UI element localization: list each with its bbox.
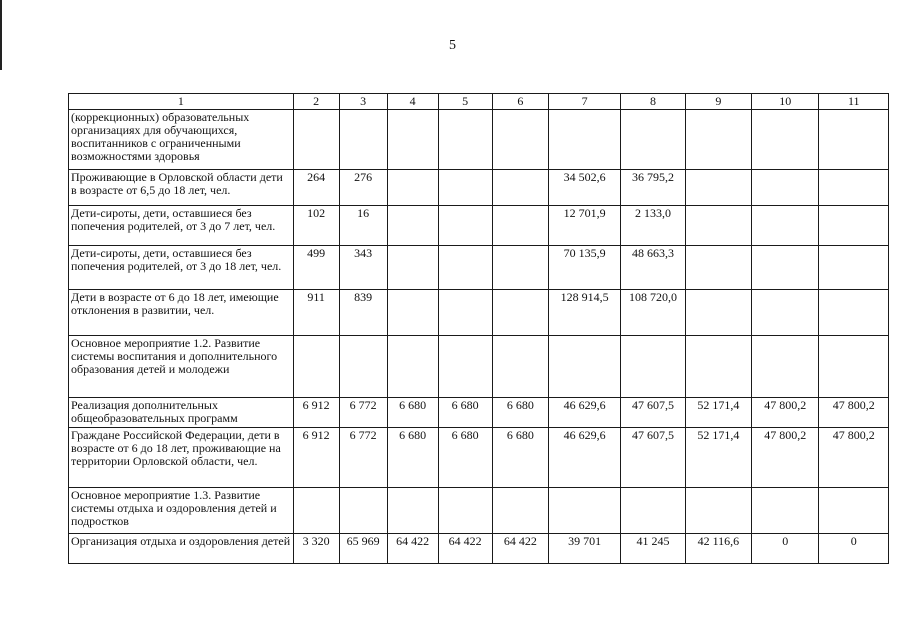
table-cell: 47 607,5 [621, 428, 685, 488]
table-cell [685, 488, 751, 534]
row-label: Реализация дополнительных общеобразовательных программ [69, 398, 294, 428]
table-cell: 0 [752, 534, 819, 564]
table-cell: 64 422 [387, 534, 438, 564]
table-cell: 64 422 [438, 534, 492, 564]
table-header-row [69, 94, 889, 110]
table-cell [293, 110, 339, 170]
row-label: Дети в возрасте от 6 до 18 лет, имеющие отклонения в развитии, чел. [69, 290, 294, 336]
table-cell [819, 290, 889, 336]
table-cell: 16 [339, 206, 387, 246]
table-cell: 0 [819, 534, 889, 564]
table-cell [685, 110, 751, 170]
table-cell: 911 [293, 290, 339, 336]
table-cell [492, 488, 548, 534]
table-cell: 64 422 [492, 534, 548, 564]
table-cell: 46 629,6 [548, 398, 621, 428]
table-cell [752, 488, 819, 534]
table-cell: 47 800,2 [819, 398, 889, 428]
table-row [69, 110, 889, 170]
table-cell: 6 680 [387, 428, 438, 488]
table-cell [293, 488, 339, 534]
table-cell [819, 336, 889, 398]
column-header: 7 [548, 94, 621, 110]
table-cell [387, 290, 438, 336]
table-cell: 47 800,2 [752, 428, 819, 488]
table-cell [492, 110, 548, 170]
table-cell [819, 246, 889, 290]
table-cell: 6 912 [293, 398, 339, 428]
table-cell: 264 [293, 170, 339, 206]
row-label: Основное мероприятие 1.2. Развитие системы воспитания и дополнительного образования детей и молодежи [69, 336, 294, 398]
table-cell [293, 336, 339, 398]
row-label: Основное мероприятие 1.3. Развитие системы отдыха и оздоровления детей и подростков [69, 488, 294, 534]
table-cell: 3 320 [293, 534, 339, 564]
table-row [69, 534, 889, 564]
table-cell [387, 206, 438, 246]
column-header: 11 [819, 94, 889, 110]
row-label: (коррекционных) образовательных организациях для обучающихся, воспитанников с ограниченными возможностями здоровья [69, 110, 294, 170]
table-cell [819, 488, 889, 534]
table-row [69, 290, 889, 336]
column-header: 4 [387, 94, 438, 110]
table-cell [339, 110, 387, 170]
table-cell [685, 246, 751, 290]
table-cell: 499 [293, 246, 339, 290]
table-cell: 6 772 [339, 428, 387, 488]
table-cell [387, 170, 438, 206]
table-cell [438, 488, 492, 534]
table-cell [621, 336, 685, 398]
table-cell [819, 170, 889, 206]
table-cell [685, 336, 751, 398]
table-cell [621, 488, 685, 534]
table-cell: 276 [339, 170, 387, 206]
table-cell [492, 246, 548, 290]
table-cell [438, 336, 492, 398]
table-cell: 47 800,2 [752, 398, 819, 428]
table-cell: 102 [293, 206, 339, 246]
table-cell: 46 629,6 [548, 428, 621, 488]
table-cell [548, 110, 621, 170]
table-cell: 39 701 [548, 534, 621, 564]
table-cell [492, 290, 548, 336]
table-cell: 6 680 [492, 398, 548, 428]
table-cell: 2 133,0 [621, 206, 685, 246]
column-header: 9 [685, 94, 751, 110]
table-cell [752, 290, 819, 336]
table-cell: 839 [339, 290, 387, 336]
table-cell [387, 488, 438, 534]
table-cell [819, 110, 889, 170]
table-cell [492, 206, 548, 246]
table-cell [752, 206, 819, 246]
table-row [69, 246, 889, 290]
data-table [68, 93, 889, 564]
table-cell: 12 701,9 [548, 206, 621, 246]
table-cell [685, 290, 751, 336]
table-cell: 65 969 [339, 534, 387, 564]
table-cell [685, 170, 751, 206]
table-cell: 343 [339, 246, 387, 290]
table-cell: 6 680 [492, 428, 548, 488]
column-header: 8 [621, 94, 685, 110]
table-cell [752, 170, 819, 206]
column-header: 1 [69, 94, 294, 110]
table-cell [752, 110, 819, 170]
table-cell: 6 680 [438, 428, 492, 488]
row-label: Граждане Российской Федерации, дети в возрасте от 6 до 18 лет, проживающие на территории Орловской области, чел. [69, 428, 294, 488]
table-cell [387, 246, 438, 290]
table-cell: 52 171,4 [685, 398, 751, 428]
table-cell [438, 170, 492, 206]
table-cell [492, 170, 548, 206]
table-row [69, 336, 889, 398]
scan-edge-line [0, 0, 2, 70]
table-cell [438, 206, 492, 246]
table-cell: 41 245 [621, 534, 685, 564]
table-cell [752, 246, 819, 290]
table-cell [685, 206, 751, 246]
table-body [69, 110, 889, 564]
table-cell: 108 720,0 [621, 290, 685, 336]
table-cell [387, 110, 438, 170]
table-cell [819, 206, 889, 246]
table-cell [339, 336, 387, 398]
table-cell [752, 336, 819, 398]
table-row [69, 398, 889, 428]
table-cell [548, 336, 621, 398]
row-label: Дети-сироты, дети, оставшиеся без попечения родителей, от 3 до 18 лет, чел. [69, 246, 294, 290]
table-cell: 47 607,5 [621, 398, 685, 428]
table-cell: 34 502,6 [548, 170, 621, 206]
column-header: 6 [492, 94, 548, 110]
table-cell [492, 336, 548, 398]
column-header: 10 [752, 94, 819, 110]
table-cell: 6 680 [438, 398, 492, 428]
table-cell [339, 488, 387, 534]
table-cell [438, 290, 492, 336]
row-label: Проживающие в Орловской области дети в возрасте от 6,5 до 18 лет, чел. [69, 170, 294, 206]
table-cell [621, 110, 685, 170]
table-cell: 42 116,6 [685, 534, 751, 564]
table-cell: 47 800,2 [819, 428, 889, 488]
table-cell: 36 795,2 [621, 170, 685, 206]
table-row [69, 488, 889, 534]
column-header: 5 [438, 94, 492, 110]
table-cell: 6 772 [339, 398, 387, 428]
table-cell: 128 914,5 [548, 290, 621, 336]
table-cell: 6 912 [293, 428, 339, 488]
table-cell [548, 488, 621, 534]
table-row [69, 170, 889, 206]
table-row [69, 428, 889, 488]
row-label: Дети-сироты, дети, оставшиеся без попечения родителей, от 3 до 7 лет, чел. [69, 206, 294, 246]
table-cell [387, 336, 438, 398]
table-cell: 6 680 [387, 398, 438, 428]
table-cell: 70 135,9 [548, 246, 621, 290]
table-cell: 48 663,3 [621, 246, 685, 290]
page-number: 5 [449, 38, 456, 53]
table-cell [438, 110, 492, 170]
column-header: 3 [339, 94, 387, 110]
row-label: Организация отдыха и оздоровления детей [69, 534, 294, 564]
column-header: 2 [293, 94, 339, 110]
table-row [69, 206, 889, 246]
table-cell: 52 171,4 [685, 428, 751, 488]
table-cell [438, 246, 492, 290]
